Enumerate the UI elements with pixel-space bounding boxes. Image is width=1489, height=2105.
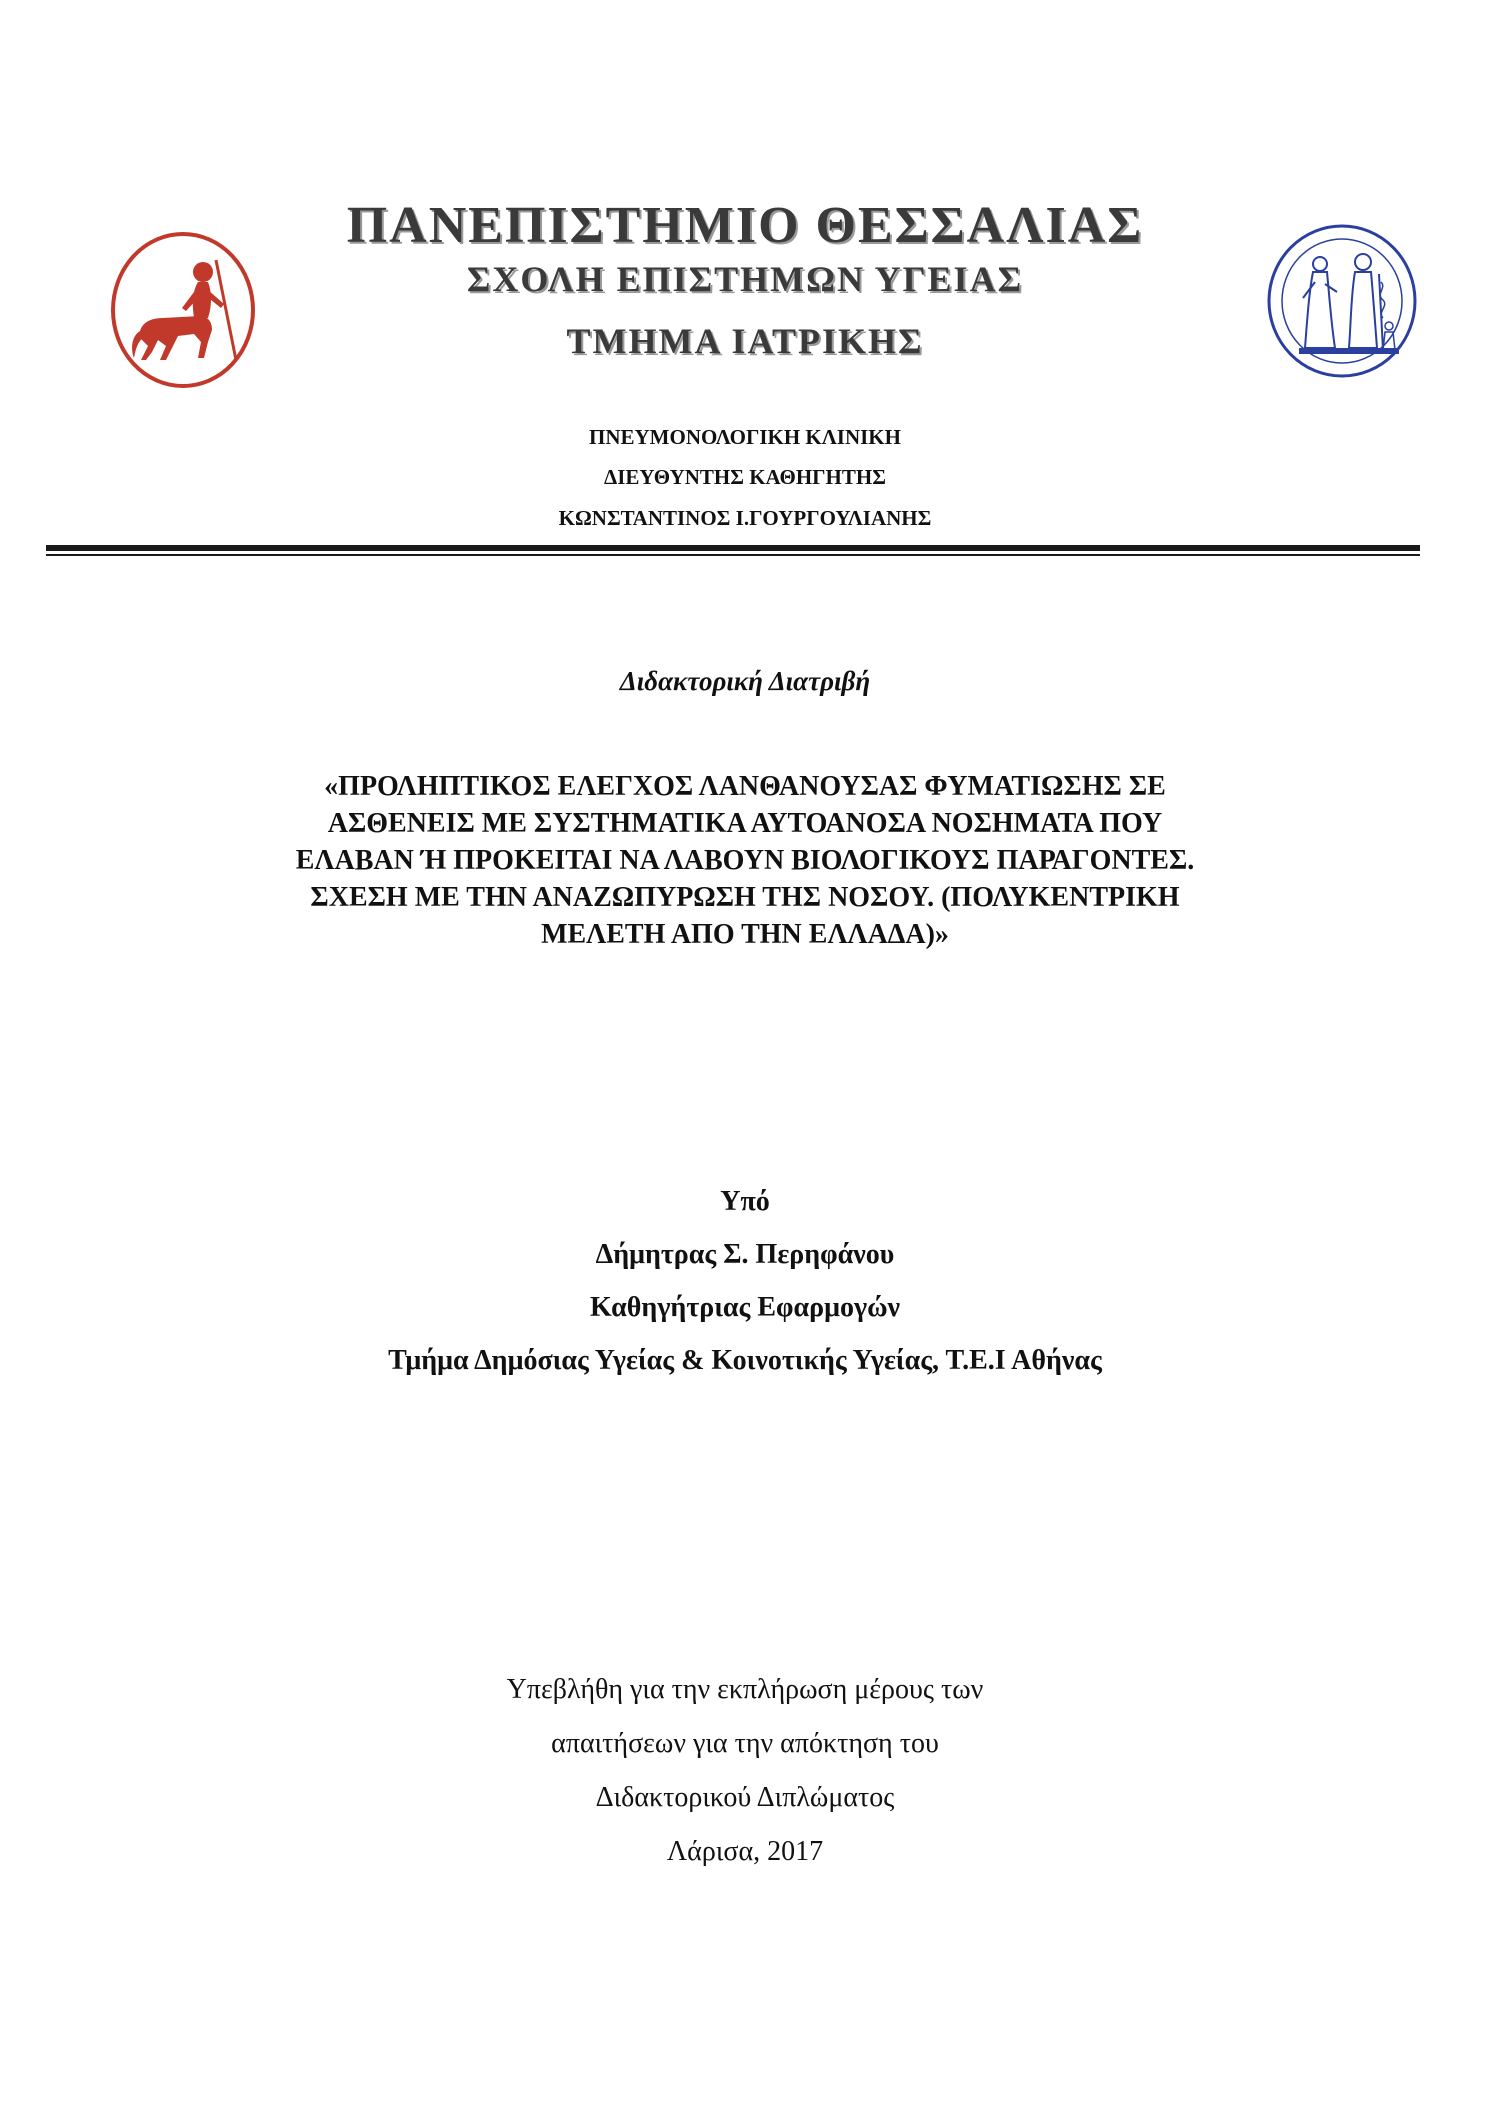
director-name: ΚΩΝΣΤΑΝΤΙΝΟΣ Ι.ΓΟΥΡΓΟΥΛΙΑΝΗΣ bbox=[558, 506, 932, 530]
school-name: ΣΧΟΛΗ ΕΠΙΣΤΗΜΩΝ ΥΓΕΙΑΣ bbox=[466, 259, 1024, 299]
director-title: ΔΙΕΥΘΥΝΤΗΣ ΚΑΘΗΓΗΤΗΣ bbox=[604, 465, 886, 489]
title-line: ΜΕΛΕΤΗ ΑΠΟ ΤΗΝ ΕΛΛΑΔΑ)» bbox=[541, 919, 949, 950]
thesis-title bbox=[240, 768, 1250, 953]
hygeia-asklepios-seal-icon bbox=[1265, 222, 1420, 380]
header-divider-thick bbox=[46, 545, 1420, 551]
clinic-name: ΠΝΕΥΜΟΝΟΛΟΓΙΚΗ ΚΛΙΝΙΚΗ bbox=[589, 425, 901, 449]
title-line: «ΠΡΟΛΗΠΤΙΚΟΣ ΕΛΕΓΧΟΣ ΛΑΝΘΑΝΟΥΣΑΣ ΦΥΜΑΤΙΩΣΗΣ ΣΕ bbox=[324, 771, 1166, 802]
place-date: Λάρισα, 2017 bbox=[666, 1836, 824, 1867]
author-name: Δήμητρας Σ. Περηφάνου bbox=[595, 1239, 895, 1270]
author-position: Καθηγήτριας Εφαρμογών bbox=[589, 1292, 901, 1323]
centaur-seal-icon bbox=[108, 230, 258, 390]
submission-line-1: Υπεβλήθη για την εκπλήρωση μέρους των bbox=[506, 1674, 984, 1705]
author-by: Υπό bbox=[720, 1186, 770, 1217]
header-divider-thin bbox=[46, 554, 1420, 556]
title-line: ΣΧΕΣΗ ΜΕ ΤΗΝ ΑΝΑΖΩΠΥΡΩΣΗ ΤΗΣ ΝΟΣΟΥ. (ΠΟΛΥΚΕΝΤΡΙΚΗ bbox=[310, 882, 1180, 913]
submission-line-2: απαιτήσεων για την απόκτηση του bbox=[551, 1728, 939, 1759]
university-name: ΠΑΝΕΠΙΣΤΗΜΙΟ ΘΕΣΣΑΛΙΑΣ bbox=[346, 197, 1144, 254]
title-line: ΕΛΑΒΑΝ Ή ΠΡΟΚΕΙΤΑΙ ΝΑ ΛΑΒΟΥΝ ΒΙΟΛΟΓΙΚΟΥΣ ΠΑΡΑΓΟΝΤΕΣ. bbox=[295, 845, 1195, 876]
title-line: ΑΣΘΕΝΕΙΣ ΜΕ ΣΥΣΤΗΜΑΤΙΚΑ ΑΥΤΟΑΝΟΣΑ ΝΟΣΗΜΑΤΑ ΠΟΥ bbox=[327, 808, 1163, 839]
thesis-type: Διδακτορική Διατριβή bbox=[619, 666, 871, 696]
author-affiliation: Τμήμα Δημόσιας Υγείας & Κοινοτικής Υγείας, Τ.Ε.Ι Αθήνας bbox=[388, 1345, 1102, 1376]
submission-line-3: Διδακτορικού Διπλώματος bbox=[595, 1782, 895, 1813]
department-name: ΤΜΗΜΑ ΙΑΤΡΙΚΗΣ bbox=[566, 321, 924, 361]
